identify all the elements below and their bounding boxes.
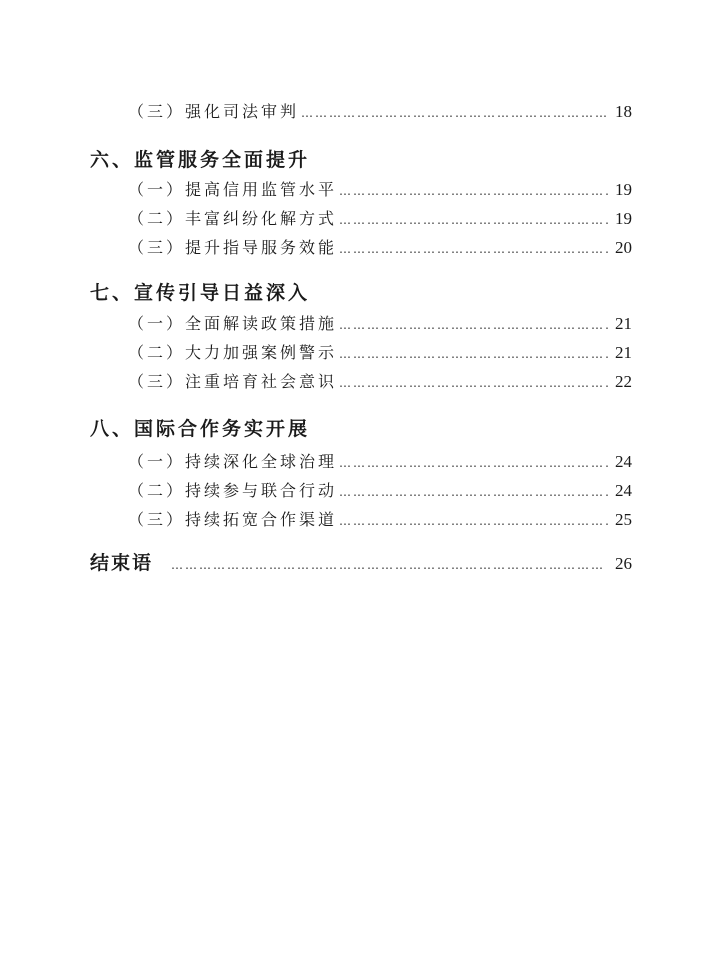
toc-entry[interactable]: [128, 311, 632, 334]
dot-leader: [339, 456, 609, 470]
toc-entry-label: （三）注重培育社会意识: [128, 372, 338, 391]
toc-entry-label: （二）持续参与联合行动: [128, 481, 338, 500]
toc-entry[interactable]: [128, 177, 632, 200]
toc-entry[interactable]: [128, 235, 632, 258]
dot-leader: [339, 376, 609, 390]
toc-entry-label: （一）全面解读政策措施: [128, 314, 338, 333]
dot-leader: [339, 485, 609, 499]
toc-page-number: 19: [615, 180, 632, 199]
dot-leader: [339, 184, 609, 198]
toc-entry[interactable]: [128, 449, 632, 472]
toc-entry[interactable]: [128, 369, 632, 392]
toc-entry[interactable]: [128, 206, 632, 229]
toc-entry-label: （三）强化司法审判: [128, 102, 300, 121]
toc-page-number: 26: [615, 554, 632, 573]
toc-page-number: 21: [615, 343, 632, 362]
dot-leader: [339, 213, 609, 227]
toc-entry[interactable]: [128, 478, 632, 501]
toc-page-number: 19: [615, 209, 632, 228]
toc-entry[interactable]: [128, 507, 632, 530]
toc-section-heading[interactable]: 六、监管服务全面提升: [90, 149, 311, 171]
toc-entry[interactable]: [128, 99, 632, 122]
dot-leader: [171, 558, 605, 572]
toc-page-number: 21: [615, 314, 632, 333]
dot-leader: [339, 242, 609, 256]
toc-entry-label: （二）丰富纠纷化解方式: [128, 209, 338, 228]
toc-entry-label: （一）提高信用监管水平: [128, 180, 338, 199]
toc-section-heading[interactable]: 八、国际合作务实开展: [90, 418, 311, 440]
toc-page-number: 24: [615, 452, 632, 471]
toc-page-number: 24: [615, 481, 632, 500]
toc-entry-label: （二）大力加强案例警示: [128, 343, 338, 362]
toc-entry-label: 结束语: [90, 552, 154, 574]
dot-leader: [339, 318, 609, 332]
toc-entry-label: （三）提升指导服务效能: [128, 238, 338, 257]
toc-page-number: 25: [615, 510, 632, 529]
toc-page-number: 20: [615, 238, 632, 257]
dot-leader: [301, 106, 609, 120]
toc-entry[interactable]: [128, 340, 632, 363]
toc-page-number: 22: [615, 372, 632, 391]
dot-leader: [339, 514, 609, 528]
toc-closing-entry[interactable]: [90, 548, 632, 575]
toc-page-number: 18: [615, 102, 632, 121]
dot-leader: [339, 347, 609, 361]
toc-section-heading[interactable]: 七、宣传引导日益深入: [90, 282, 311, 304]
toc-entry-label: （三）持续拓宽合作渠道: [128, 510, 338, 529]
toc-entry-label: （一）持续深化全球治理: [128, 452, 338, 471]
